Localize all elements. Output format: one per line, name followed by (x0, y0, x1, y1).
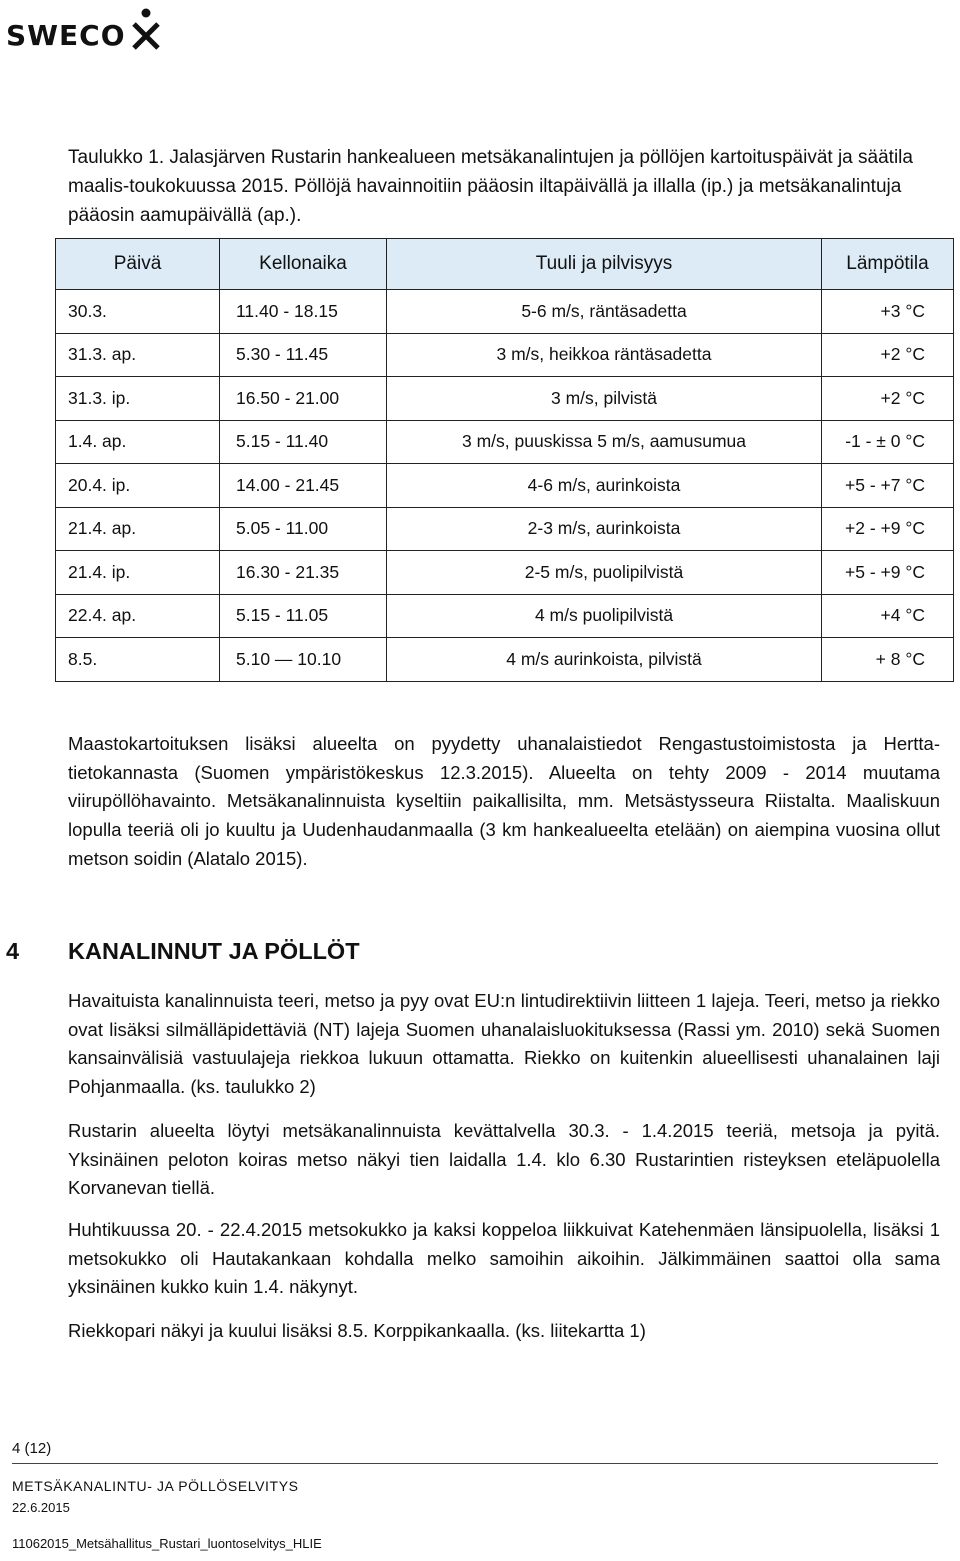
table-row (56, 377, 954, 421)
cell-temperature: +5 - +7 °C (822, 464, 954, 508)
cell-day: 21.4. ap. (56, 507, 220, 551)
intro-paragraph: Maastokartoituksen lisäksi alueelta on pyydetty uhanalaistiedot Rengastustoimistosta ja Hertta-tietokannasta (Suomen ympäristökeskus 12.3.2015). Alueelta on tehty 2009 - 2014 muutama viirupöllöhavainto. Metsäkanalinnuista kyseltiin paikallisilta, mm. Metsästysseura Riistalta. Maaliskuun lopulla teeriä oli jo kuultu ja Uudenhaudanmaalla (3 km hankealueelta etelään) on aiempina vuosina ollut metson soidin (Alatalo 2015). (68, 733, 940, 869)
table-row (56, 638, 954, 682)
cell-day: 31.3. ip. (56, 377, 220, 421)
cell-time: 5.10 — 10.10 (220, 638, 387, 682)
table-row (56, 551, 954, 595)
header-wind: Tuuli ja pilvisyys (387, 239, 822, 290)
sweco-figure-icon (128, 6, 164, 50)
cell-time: 16.50 - 21.00 (220, 377, 387, 421)
cell-time: 14.00 - 21.45 (220, 464, 387, 508)
table-row (56, 290, 954, 334)
footer-divider (12, 1463, 938, 1464)
table-header-row (56, 239, 954, 290)
cell-day: 1.4. ap. (56, 420, 220, 464)
cell-wind: 3 m/s, heikkoa räntäsadetta (387, 333, 822, 377)
cell-temperature: +2 °C (822, 333, 954, 377)
cell-time: 5.05 - 11.00 (220, 507, 387, 551)
section-title: KANALINNUT JA PÖLLÖT (68, 938, 360, 964)
footer-document-title: METSÄKANALINTU- JA PÖLLÖSELVITYS (12, 1478, 299, 1494)
cell-temperature: +2 °C (822, 377, 954, 421)
cell-day: 30.3. (56, 290, 220, 334)
cell-wind: 2-5 m/s, puolipilvistä (387, 551, 822, 595)
cell-temperature: + 8 °C (822, 638, 954, 682)
cell-wind: 3 m/s, puuskissa 5 m/s, aamusumua (387, 420, 822, 464)
cell-day: 22.4. ap. (56, 594, 220, 638)
cell-wind: 4-6 m/s, aurinkoista (387, 464, 822, 508)
cell-wind: 4 m/s puolipilvistä (387, 594, 822, 638)
cell-temperature: -1 - ± 0 °C (822, 420, 954, 464)
body-paragraph: Riekkopari näkyi ja kuului lisäksi 8.5. Korppikankaalla. (ks. liitekartta 1) (68, 1320, 646, 1341)
section-number: 4 (6, 938, 20, 964)
table-row (56, 420, 954, 464)
table-row (56, 594, 954, 638)
cell-day: 21.4. ip. (56, 551, 220, 595)
cell-wind: 5-6 m/s, räntäsadetta (387, 290, 822, 334)
cell-wind: 4 m/s aurinkoista, pilvistä (387, 638, 822, 682)
cell-time: 16.30 - 21.35 (220, 551, 387, 595)
cell-time: 5.15 - 11.40 (220, 420, 387, 464)
body-paragraph: Huhtikuussa 20. - 22.4.2015 metsokukko ja kaksi koppeloa liikkuivat Katehenmäen länsipuolella, lisäksi 1 metsokukko oli Hautakankaan kohdalla melko samoihin aikoihin. Jälkimmäinen saattoi olla sama yksinäinen kukko kuin 1.4. näkynyt. (68, 1219, 940, 1298)
sweco-logo (6, 6, 164, 50)
cell-temperature: +3 °C (822, 290, 954, 334)
cell-day: 31.3. ap. (56, 333, 220, 377)
section-heading (6, 938, 360, 965)
page-number: 4 (12) (12, 1440, 52, 1457)
table-row (56, 333, 954, 377)
survey-weather-table (55, 238, 954, 682)
cell-time: 5.30 - 11.45 (220, 333, 387, 377)
table-row (56, 464, 954, 508)
footer-date: 22.6.2015 (12, 1500, 70, 1515)
cell-day: 8.5. (56, 638, 220, 682)
cell-time: 5.15 - 11.05 (220, 594, 387, 638)
cell-time: 11.40 - 18.15 (220, 290, 387, 334)
cell-wind: 2-3 m/s, aurinkoista (387, 507, 822, 551)
header-temperature: Lämpötila (822, 239, 954, 290)
cell-day: 20.4. ip. (56, 464, 220, 508)
cell-temperature: +5 - +9 °C (822, 551, 954, 595)
table-caption: Taulukko 1. Jalasjärven Rustarin hankealueen metsäkanalintujen ja pöllöjen kartoituspäivät ja säätila maalis-toukokuussa 2015. Pöllöjä havainnoitiin pääosin iltapäivällä ja illalla (ip.) ja metsäkanalintuja pääosin aamupäivällä (ap.). (68, 147, 913, 226)
table-row (56, 507, 954, 551)
body-paragraph: Havaituista kanalinnuista teeri, metso ja pyy ovat EU:n lintudirektiivin liitteen 1 lajeja. Teeri, metso ja riekko ovat lisäksi silmälläpidettäviä (NT) lajeja Suomen uhanalaisluokituksessa (Rassi ym. 2010) sekä Suomen kansainvälisiä vastuulajeja riekkoa lukuun ottamatta. Riekko on kuitenkin alueellisesti uhanalainen laji Pohjanmaalla. (ks. taulukko 2) (68, 990, 940, 1098)
cell-wind: 3 m/s, pilvistä (387, 377, 822, 421)
cell-temperature: +4 °C (822, 594, 954, 638)
cell-temperature: +2 - +9 °C (822, 507, 954, 551)
header-time: Kellonaika (220, 239, 387, 290)
body-paragraph: Rustarin alueelta löytyi metsäkanalinnuista kevättalvella 30.3. - 1.4.2015 teeriä, metsoja ja pyitä. Yksinäinen peloton koiras metso näkyi tien laidalla 1.4. klo 6.30 Rustarintien risteyksen eteläpuolella Korvanevan tiellä. (68, 1120, 940, 1199)
brand-name: SWECO (6, 19, 126, 52)
footer-filename: 11062015_Metsähallitus_Rustari_luontoselvitys_HLIE (12, 1536, 322, 1551)
header-day: Päivä (56, 239, 220, 290)
